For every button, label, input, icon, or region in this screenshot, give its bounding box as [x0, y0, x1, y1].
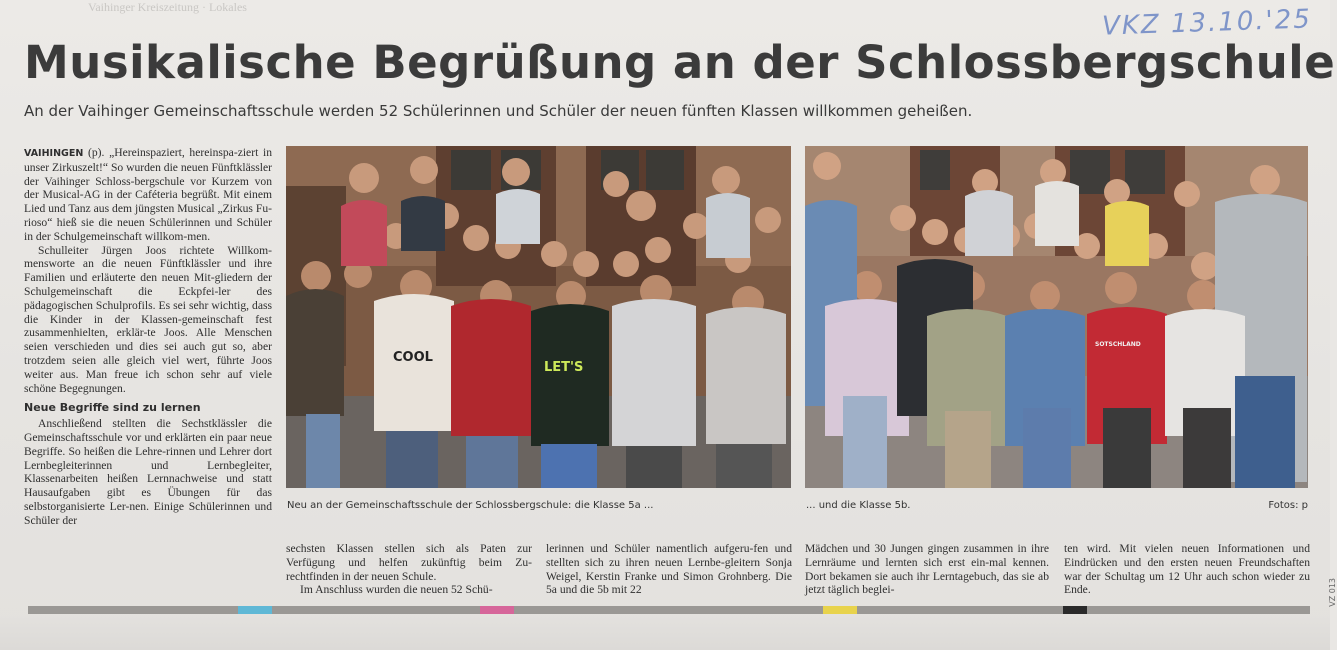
- yellow-mark: [823, 606, 857, 614]
- article-column-5: [1064, 542, 1310, 597]
- black-mark: [1063, 606, 1087, 614]
- column-4-text: Mädchen und 30 Jungen gingen zusammen in ihre Lernräume und lernten sich erst ein-mal kennen. Dort bekamen sie auch ihr Lerntagebuch, das sie ab jetzt täglich beglei-: [805, 542, 1049, 597]
- photo-class-5b: [805, 146, 1308, 488]
- dateline: VAIHINGEN: [24, 148, 84, 159]
- print-color-strip: [28, 606, 1310, 614]
- article-column-4: [805, 542, 1049, 597]
- paragraph-principal: Schulleiter Jürgen Joos richtete Willkom-mensworte an die neuen Fünftklässler und ihre Familien und erläuterte den neuen Mit-gliedern der Schulgemeinschaft die Eckpfei-ler des pädagogischen Schulprofils. Es sei sehr wichtig, dass die Kinder in der Klassen-gemeinschaft fest zusammenhielten, erklär-te Joos. Alle Menschen seien verschieden und dies sei auch gut so, aber trotzdem seien alle gleich viel wert, führte Joos weiter aus. Man freue ich schon sehr auf viele schöne Begegnungen.: [24, 243, 272, 395]
- article-headline: Musikalische Begrüßung an der Schlossbergschule: [24, 36, 1336, 89]
- article-column-3: [546, 542, 792, 597]
- column-2-text: sechsten Klassen stellen sich als Paten zur Verfügung und helfen zukünftig beim Zu-rechtfinden in der neuen Schule.: [286, 542, 532, 583]
- shirt-text-cool: COOL: [393, 350, 433, 365]
- shirt-text-lets: LET'S: [544, 360, 584, 375]
- article-column-2: [286, 542, 532, 597]
- shirt-text-b: SOTSCHLAND: [1095, 341, 1141, 348]
- photo-class-5a: [286, 146, 791, 488]
- paragraph-intro-text: (p). „Hereinspaziert, hereinspa-ziert in unser Zirkuszelt!“ So wurden die neuen Fünftklässler der Vaihinger Schloss-bergschule vor Kurzem von der Musical-AG in der Caféteria begrüßt. Mit einem Lied und Tanz aus dem jüngsten Musical „Zirkus Fu-rioso“ hieß sie die neuen Schülerinnen und Schüler in der Schulgemeinschaft willkom-men.: [24, 146, 272, 243]
- article-subhead: Neue Begriffe sind zu lernen: [24, 401, 201, 415]
- handwritten-date-note: VKZ 13.10.'25: [1101, 4, 1313, 42]
- paragraph-sixth-graders: Anschließend stellten die Sechstklässler die Gemeinschaftsschule vor und erklärten ein paar neue Begriffe. So heißen die Lehre-rinnen und Lehrer dort Lernbegleiterinnen und Lernbegleiter, Klassenarbeiten heißen Lernnachweise und statt Hausaufgaben gibt es Übungen für das selbstorganisierte Ler-nen. Einige Schülerinnen und Schüler der: [24, 417, 272, 527]
- article-left-column: [24, 146, 272, 528]
- column-5-text: ten wird. Mit vielen neuen Informationen und Eindrücken und den ersten neuen Freundschaften war der Schultag um 12 Uhr auch schon wieder zu Ende.: [1064, 542, 1310, 597]
- scan-margin: [0, 616, 1330, 650]
- column-2-text-cont: Im Anschluss wurden die neuen 52 Schü-: [300, 583, 493, 597]
- paragraph-intro: [24, 146, 272, 244]
- magenta-mark: [480, 606, 514, 614]
- cyan-mark: [238, 606, 272, 614]
- caption-photo-5b: ... und die Klasse 5b.: [806, 500, 911, 511]
- edge-code: VZ 013: [1328, 578, 1337, 607]
- article-subheadline: An der Vaihinger Gemeinschaftsschule werden 52 Schülerinnen und Schüler der neuen fünften Klassen willkommen geheißen.: [24, 102, 973, 120]
- column-3-text: lerinnen und Schüler namentlich aufgeru-fen und stellten sich zu ihren neuen Lernbe-gleitern Sonja Weigel, Kerstin Franke und Simon Grohnberg. Die 5a und die 5b mit 22: [546, 542, 792, 597]
- caption-photo-5a: Neu an der Gemeinschaftsschule der Schlossbergschule: die Klasse 5a ...: [287, 500, 654, 511]
- photo-credit: Fotos: p: [1268, 500, 1308, 511]
- faded-masthead: Vaihinger Kreiszeitung · Lokales: [88, 0, 247, 14]
